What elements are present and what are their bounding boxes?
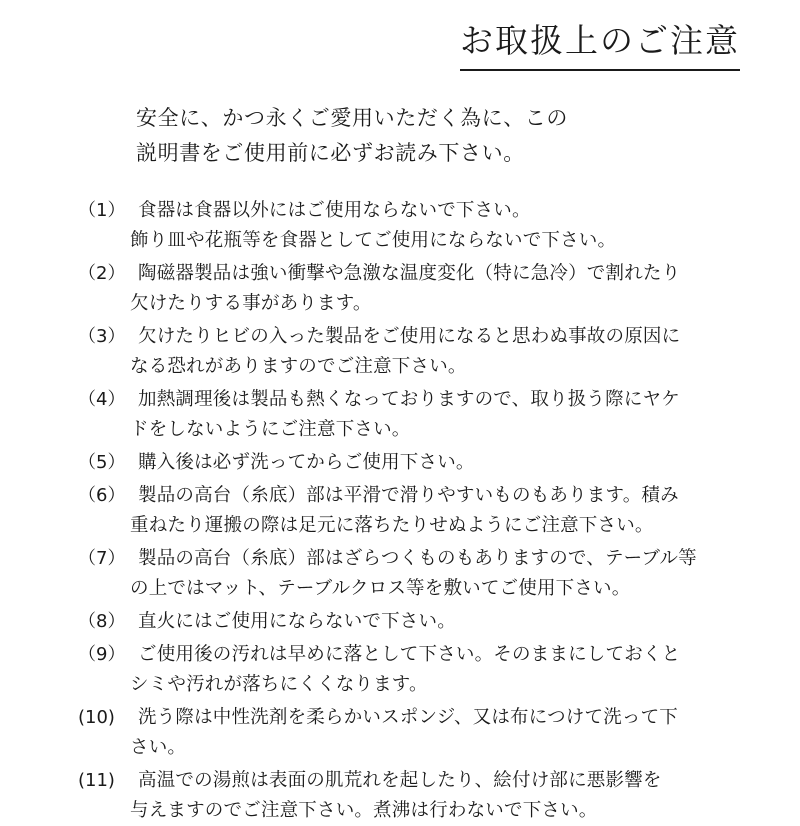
list-item-line: 製品の高台（糸底）部はざらつくものもありますので、テーブル等 <box>138 547 697 569</box>
list-item-body <box>130 385 740 445</box>
list-item-line: 飾り皿や花瓶等を食器としてご使用にならないで下さい。 <box>130 230 617 252</box>
list-item-body <box>130 481 740 541</box>
list-item-number: （1） <box>78 200 126 222</box>
list-item-body <box>130 322 740 382</box>
list-item-line: 欠けたりする事があります。 <box>130 293 372 315</box>
lead-paragraph <box>78 101 740 170</box>
list-item <box>78 448 740 478</box>
list-item <box>78 766 740 826</box>
list-item-number: （6） <box>78 484 126 506</box>
list-item-line: シミや汚れが落ちにくくなります。 <box>130 673 428 695</box>
list-item-line: 製品の高台（糸底）部は平滑で滑りやすいものもあります。積み <box>138 484 679 506</box>
list-item-line: 購入後は必ず洗ってからご使用下さい。 <box>138 451 475 473</box>
list-item-body <box>130 640 740 700</box>
list-item <box>78 196 740 256</box>
list-item-line: 洗う際は中性洗剤を柔らかいスポンジ、又は布につけて洗って下 <box>138 706 678 728</box>
lead-line: 説明書をご使用前に必ずお読み下さい。 <box>136 140 525 165</box>
list-item-body <box>130 259 740 319</box>
list-item-body <box>138 448 740 478</box>
list-item-line: ドをしないようにご注意下さい。 <box>130 418 411 440</box>
list-item-line: 与えますのでご注意下さい。煮沸は行わないで下さい。 <box>130 799 598 821</box>
list-item-line: の上ではマット、テーブルクロス等を敷いてご使用下さい。 <box>130 577 631 599</box>
list-item-body <box>138 607 740 637</box>
list-item-number: （4） <box>78 388 126 410</box>
list-item-body <box>130 544 740 604</box>
list-item <box>78 259 740 319</box>
lead-line: 安全に、かつ永くご愛用いただく為に、この <box>136 105 568 130</box>
list-item-body <box>130 196 740 256</box>
list-item <box>78 322 740 382</box>
list-item-line: 欠けたりヒビの入った製品をご使用になると思わぬ事故の原因に <box>138 326 681 348</box>
list-item-number: （7） <box>78 547 126 569</box>
list-item-line: さい。 <box>130 736 187 758</box>
list-item <box>78 481 740 541</box>
list-item-line: 食器は食器以外にはご使用ならないで下さい。 <box>138 200 531 222</box>
list-item <box>78 544 740 604</box>
list-item-number: （5） <box>78 451 126 473</box>
page-title-wrapper <box>78 14 740 71</box>
list-item-number: （2） <box>78 263 126 285</box>
list-item-body <box>130 766 740 826</box>
list-item-line: 加熱調理後は製品も熱くなっておりますので、取り扱う際にヤケ <box>138 388 680 410</box>
list-item <box>78 607 740 637</box>
list-item-line: 重ねたり運搬の際は足元に落ちたりせぬようにご注意下さい。 <box>130 514 654 536</box>
list-item-body <box>130 703 740 763</box>
list-item <box>78 640 740 700</box>
list-item-line: 陶磁器製品は強い衝撃や急激な温度変化（特に急冷）で割れたり <box>138 263 681 285</box>
list-item-number: （8） <box>78 610 126 632</box>
list-item-number: (11) <box>78 769 115 791</box>
list-item-line: ご使用後の汚れは早めに落として下さい。そのままにしておくと <box>138 643 681 665</box>
list-item <box>78 703 740 763</box>
list-item-number: (10) <box>78 706 115 728</box>
list-item-line: なる恐れがありますのでご注意下さい。 <box>130 356 467 378</box>
list-item-number: （3） <box>78 326 126 348</box>
list-item-line: 直火にはご使用にならないで下さい。 <box>138 610 456 632</box>
list-item <box>78 385 740 445</box>
page-title: お取扱上のご注意 <box>460 20 740 71</box>
notice-list <box>78 196 740 825</box>
list-item-number: （9） <box>78 643 126 665</box>
list-item-line: 高温での湯煎は表面の肌荒れを起したり、絵付け部に悪影響を <box>138 769 662 791</box>
